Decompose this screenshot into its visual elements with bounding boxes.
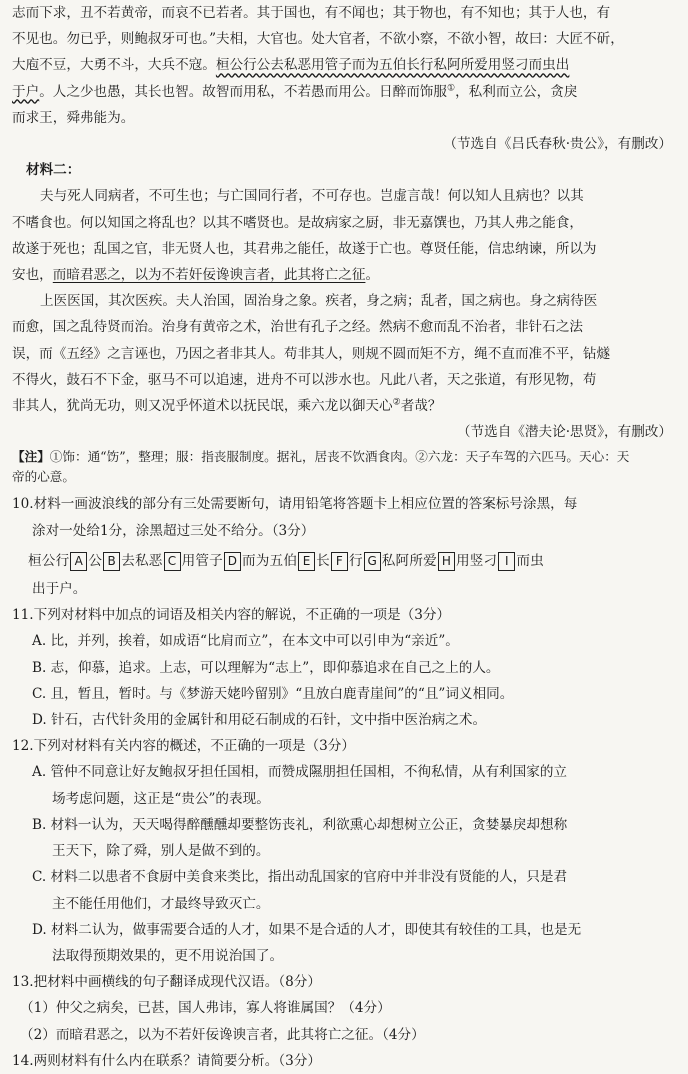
text-line: 而愈，国之乱待贤而治。治身有黄帝之术，治世有孔子之经。然病不愈而乱不治者，非针石之法 bbox=[12, 319, 583, 336]
text-line: 夫与死人同病者，不可生也；与亡国同行者，不可存也。岂虚言哉！何以知人且病也？以其 bbox=[40, 188, 584, 205]
text-span: 。 bbox=[365, 267, 380, 284]
segment-text: 用管子 bbox=[181, 552, 223, 569]
text-line: 故遂于死也；乱国之官，非无贤人也，其君弗之能任，故遂于亡也。尊贤任能，信忠纳谏，所以为 bbox=[12, 240, 597, 257]
text-line: 不见也。勿已乎，则鲍叔牙可也。”夫相，大官也。处大官者，不欲小察，不欲小智，故曰：大匠不斫， bbox=[12, 31, 624, 48]
text-span: 。人之少也愚，其长也智。故智而用私，不若愚而用公。日醉而饰服 bbox=[39, 83, 447, 100]
question-10 bbox=[12, 491, 676, 602]
text-line: 上医医国，其次医疾。夫人治国，固治身之象。疾者，身之病；乱者，国之病也。身之病待医 bbox=[40, 293, 598, 310]
option-d[interactable]: D. 针石，古代针灸用的金属针和用砭石制成的石针，文中指中医治病之术。 bbox=[32, 712, 487, 729]
question-12 bbox=[12, 733, 676, 969]
text-line bbox=[12, 262, 676, 288]
note-text: ①饰：通“饬”，整理；服：指丧服制度。据礼，居丧不饮酒食肉。②六龙：天子车驾的六匹马。天心：天 bbox=[49, 449, 630, 465]
segment-text: 私阿所爱 bbox=[381, 552, 437, 569]
question-11 bbox=[12, 602, 676, 733]
segment-text: 长 bbox=[316, 552, 330, 569]
segment-text: 桓公行 bbox=[28, 552, 70, 569]
source-citation: （节选自《吕氏春秋·贵公》，有删改） bbox=[443, 136, 672, 153]
text-line: 不嗜食也。何以知国之将乱也？以其不嗜贤也。是故病家之厨，非无嘉馔也，乃其人弗之能食， bbox=[12, 214, 583, 231]
text-span: 非其人，犹尚无功，则又况乎怀道术以抚民氓，乘六龙以御天心 bbox=[12, 398, 393, 415]
answer-box-a[interactable]: A bbox=[70, 552, 87, 571]
text-line bbox=[12, 79, 676, 105]
text-line: 不得火，鼓石不下金，驱马不可以追速，进舟不可以涉水也。凡此八者，天之张道，有形见物，苟 bbox=[12, 371, 597, 388]
option-a[interactable]: A. 管仲不同意让好友鲍叔牙担任国相，而赞成隰朋担任国相，不徇私情，从有利国家的立 bbox=[32, 764, 568, 781]
question-13 bbox=[12, 969, 676, 1048]
option-c[interactable]: C. 且，暂且，暂时。与《梦游天姥吟留别》“且放白鹿青崖间”的“且”词义相同。 bbox=[32, 685, 514, 702]
answer-box-d[interactable]: D bbox=[224, 552, 241, 571]
wavy-underlined-sentence-end: 于户 bbox=[12, 83, 40, 100]
question-14 bbox=[12, 1048, 676, 1074]
text-span: 者哉？ bbox=[400, 398, 442, 415]
material-one-passage bbox=[12, 0, 676, 157]
question-stem-cont: 涂对一处给1分，涂黑超过三处不给分。（3分） bbox=[32, 522, 315, 539]
answer-box-h[interactable]: H bbox=[438, 552, 455, 571]
footnote-marker: ① bbox=[447, 83, 456, 94]
text-line bbox=[12, 52, 676, 78]
option-b[interactable]: B. 志，仰慕，追求。上志，可以理解为“志上”，即仰慕追求在自己之上的人。 bbox=[32, 659, 500, 676]
text-line: 而求王，舜弗能为。 bbox=[12, 109, 135, 126]
option-d-cont: 法取得预期效果的，更不用说治国了。 bbox=[52, 947, 284, 964]
answer-box-f[interactable]: F bbox=[331, 552, 348, 571]
text-span: 大庖不豆，大勇不斗，大兵不寇。 bbox=[12, 57, 216, 74]
option-d[interactable]: D. 材料二认为，做事需要合适的人才，如果不是合适的人才，即使其有较佳的工具，也是无 bbox=[32, 921, 582, 938]
segment-text: 公 bbox=[88, 552, 103, 569]
question-stem: 11.下列对材料中加点的词语及相关内容的解说，不正确的一项是（3分） bbox=[12, 607, 451, 624]
question-stem: 13.把材料中画横线的句子翻译成现代汉语。（8分） bbox=[12, 974, 321, 991]
segment-text: 而虫 bbox=[516, 552, 544, 569]
note-label: 【注】 bbox=[12, 449, 50, 465]
answer-box-b[interactable]: B bbox=[103, 552, 120, 571]
segment-text: 去私恶 bbox=[121, 552, 163, 569]
question-stem: 10.材料一画波浪线的部分有三处需要断句，请用铅笔将答题卡上相应位置的答案标号涂黑，每 bbox=[12, 496, 578, 513]
answer-box-row bbox=[28, 548, 676, 574]
footnotes bbox=[12, 447, 676, 487]
text-span: 安也， bbox=[12, 267, 53, 284]
text-line: 志而下求，丑不若黄帝，而哀不已若者。其于国也，有不闻也；其于物也，有不知也；其于人也，有 bbox=[12, 5, 611, 21]
source-citation: （节选自《潜夫论·思贤》，有删改） bbox=[456, 424, 672, 441]
option-a-cont: 场考虑问题，这正是“贵公”的表现。 bbox=[52, 790, 270, 807]
footnote-line: 帝的心意。 bbox=[12, 469, 75, 485]
answer-box-g[interactable]: G bbox=[364, 552, 381, 571]
question-stem: 12.下列对材料有关内容的概述，不正确的一项是（3分） bbox=[12, 738, 355, 755]
text-line: 误，而《五经》之言诬也，乃因之者非其人。苟非其人，则规不圆而矩不方，绳不直而准不平，钻燧 bbox=[12, 345, 611, 362]
footnote-marker: ② bbox=[392, 397, 401, 408]
segment-text: 行 bbox=[348, 552, 363, 569]
option-b-cont: 王天下，除了舜，别人是做不到的。 bbox=[52, 843, 270, 860]
answer-box-c[interactable]: C bbox=[164, 552, 181, 571]
text-line bbox=[12, 393, 676, 419]
wavy-underlined-sentence: 桓公行公去私恶用管子而为五伯长行私阿所爱用竖刁而虫出 bbox=[215, 57, 570, 74]
material-two-passage bbox=[12, 157, 676, 445]
answer-box-i[interactable]: I bbox=[498, 552, 515, 571]
underlined-sentence: 而暗君恶之，以为不若奸佞谗谀言者，此其将亡之征 bbox=[52, 267, 366, 284]
sub-question-2: （2）而暗君恶之，以为不若奸佞谗谀言者，此其将亡之征。（4分） bbox=[20, 1026, 425, 1043]
option-c[interactable]: C. 材料二以患者不食厨中美食来类比，指出动乱国家的官府中并非没有贤能的人，只是君 bbox=[32, 869, 568, 886]
segment-text: 用竖刁 bbox=[455, 552, 498, 569]
segment-text: 而为五伯 bbox=[241, 552, 298, 569]
footnote-line bbox=[12, 447, 676, 467]
text-span: ，私利而立公，贪戾 bbox=[455, 83, 578, 100]
answer-box-e[interactable]: E bbox=[298, 552, 315, 571]
question-stem: 14.两则材料有什么内在联系？请简要分析。（3分） bbox=[12, 1052, 321, 1069]
option-b[interactable]: B. 材料一认为，天天喝得醉醺醺却要整饬丧礼，利欲熏心却想树立公正，贪婪暴戾却想称 bbox=[32, 816, 568, 833]
option-a[interactable]: A. 比，并列，挨着，如成语“比肩而立”，在本文中可以引申为“亲近”。 bbox=[32, 633, 459, 650]
segment-tail: 出于户。 bbox=[32, 581, 87, 598]
sub-question-1: （1）仲父之病矣，已甚，国人弗讳，寡人将谁属国？（4分） bbox=[20, 1000, 391, 1017]
option-c-cont: 主不能任用他们，才最终导致灭亡。 bbox=[52, 895, 270, 912]
section-heading: 材料二： bbox=[26, 162, 81, 179]
